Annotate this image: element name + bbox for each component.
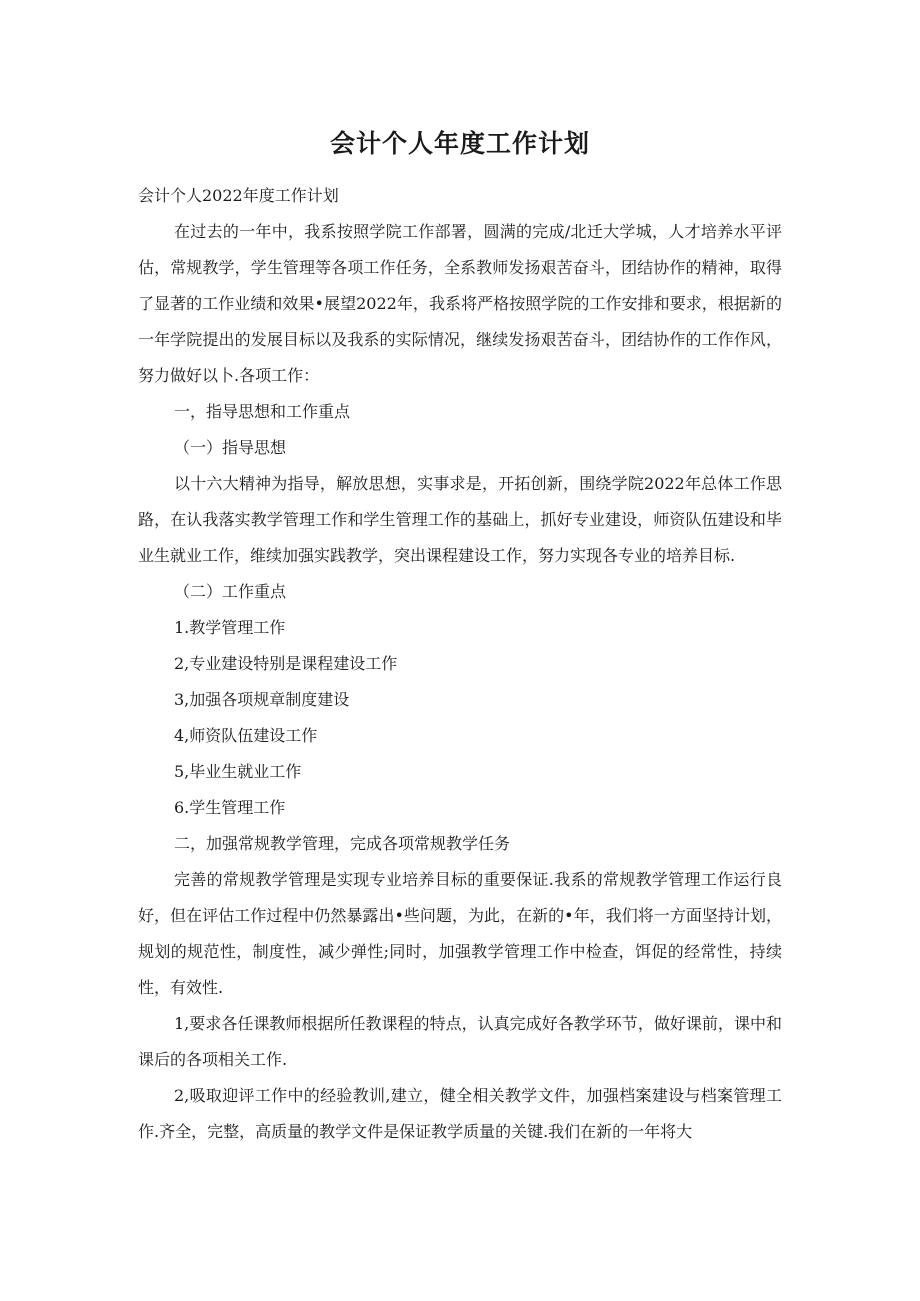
list-item: 6.学生管理工作 xyxy=(174,798,286,817)
section-heading: 一，指导思想和工作重点 xyxy=(174,402,351,421)
document-title: 会计个人年度工作计划 xyxy=(329,129,590,158)
paragraph: 完善的常规教学管理是实现专业培养目标的重要保证.我系的常规教学管理工作运行良好，但在评估工作过程中仍然暴露出•些问题，为此，在新的•年，我们将一方面坚持计划，规划的规范性，制度性，减少弹性;同时，加强教学管理工作中检查，饵促的经常性，持续性，有效性. xyxy=(138,870,782,997)
subsection-heading: （二）工作重点 xyxy=(174,582,287,601)
list-item: 4,师资队伍建设工作 xyxy=(174,726,318,745)
document-subtitle: 会计个人2022年度工作计划 xyxy=(138,186,339,205)
section-heading: 二，加强常规教学管理，完成各项常规教学任务 xyxy=(174,834,511,853)
paragraph: 以十六大精神为指导，解放思想，实事求是，开拓创新，围绕学院2022年总体工作思路，在认我落实教学管理工作和学生管理工作的基础上，抓好专业建设，师资队伍建设和毕业生就业工作，维续加强实践教学，突出课程建设工作，努力实现各专业的培养目标. xyxy=(138,474,782,565)
document-body xyxy=(138,178,782,1150)
list-item: 5,毕业生就业工作 xyxy=(174,762,302,781)
paragraph: 2,吸取迎评工作中的经验教训,建立，健全相关教学文件，加强档案建设与档案管理工作.齐全，完整，高质量的教学文件是保证教学质量的关键.我们在新的一年将大 xyxy=(138,1086,782,1141)
list-item: 1.教学管理工作 xyxy=(174,618,286,637)
subsection-heading: （一）指导思想 xyxy=(174,438,287,457)
paragraph: 1,要求各任课教师根据所任教课程的特点，认真完成好各教学环节，做好课前，课中和课后的各项相关工作. xyxy=(138,1014,782,1069)
paragraph: 在过去的一年中，我系按照学院工作部署，圆满的完成/北迁大学城，人才培养水平评估，常规教学，学生管理等各项工作任务，全系教师发扬艰苦奋斗，团结协作的精神，取得了显著的工作业绩和效果•展望2022年，我系将严格按照学院的工作安排和要求，根据新的一年学院提出的发展目标以及我系的实际情况，继续发扬艰苦奋斗，团结协作的工作作风，努力做好以卜.各项工作： xyxy=(138,222,782,385)
list-item: 3,加强各项规章制度建设 xyxy=(174,690,350,709)
list-item: 2,专业建设特别是课程建设工作 xyxy=(174,654,398,673)
